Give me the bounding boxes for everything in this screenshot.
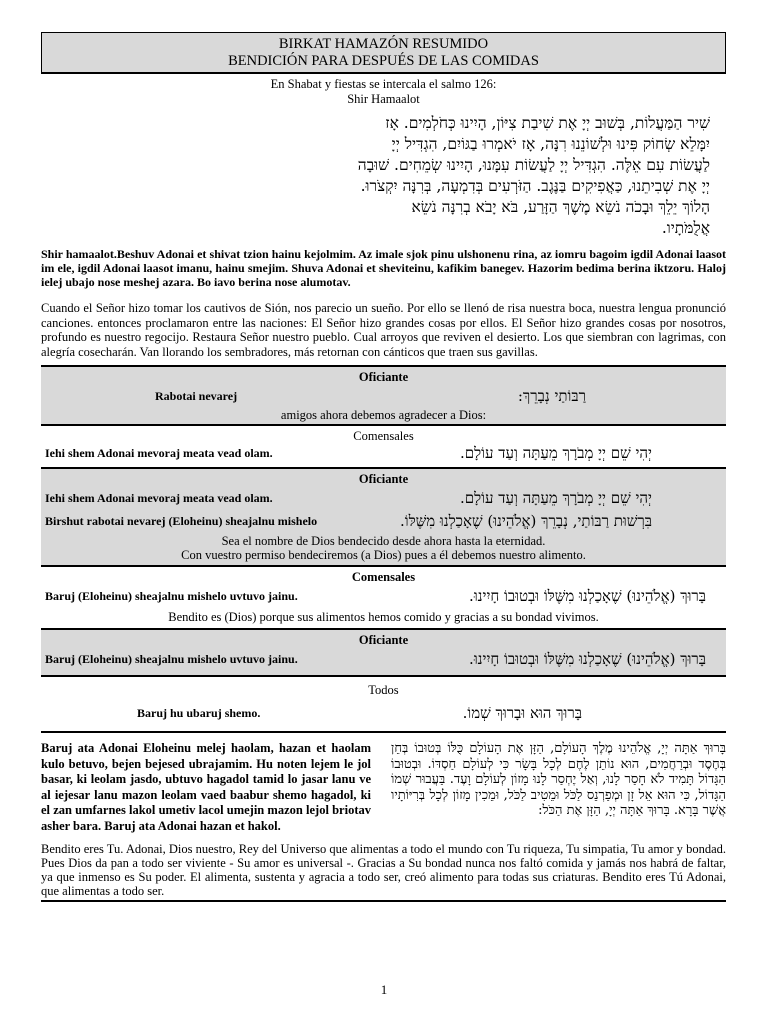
section-title: Oficiante: [358, 472, 409, 486]
transliteration: Iehi shem Adonai mevoraj meata vead olam.: [45, 446, 273, 460]
transliteration: Baruj (Eloheinu) sheajalnu mishelo uvtuvo jainu.: [45, 652, 298, 666]
translation-note: amigos ahora debemos agradecer a Dios:: [280, 408, 487, 422]
section-comensales-2: [41, 565, 726, 628]
section-oficiante-1: [41, 365, 726, 424]
psalm-hebrew-line: יִמָּלֵא שְׂחוֹק פִּינוּ וּלְשׁוֹנֵנוּ רִנָּה, אָז יֹאמְרוּ בַגּוֹיִם, הִגְדִּיל יְיָ: [391, 135, 710, 153]
hebrew-text: יְהִי שֵׁם יְיָ מְבֹרָךְ מֵעַתָּה וְעַד עוֹלָם.: [460, 444, 652, 462]
title-line-1: BIRKAT HAMAZÓN RESUMIDO: [278, 36, 489, 52]
psalm-hebrew-line: אֲלֻמֹּתָיו.: [661, 219, 710, 237]
section-todos: [41, 675, 726, 733]
hebrew-text: בָּרוּךְ (אֱלֹהֵינוּ) שֶׁאָכַלְנוּ מִשֶּׁלּוֹ וּבְטוּבוֹ חָיִינוּ.: [469, 587, 706, 605]
transliteration: Baruj hu ubaruj shemo.: [137, 706, 261, 720]
psalm-hebrew-line: יְיָ אֶת שְׁבִיתֵנוּ, כַּאֲפִיקִים בַּנֶּגֶב. הַזֹּרְעִים בְּדִמְעָה, בְּרִנָּה יִקְצֹרוּ.: [360, 177, 710, 195]
psalm-transliteration: Shir hamaalot.Beshuv Adonai et shivat tzion hainu kejolmim. Az imale sjok pinu ulshonenu rina, az iomru bagoim igdil Adonai laasot im ele, igdil Adonai laasot imanu, hainu smejim. Shuva Adonai et sheviteinu, kafikim banegev. Hazorim bedima berina iktzoru. Haloj ielej ubajo nose meshej azara. Bo iavo berina nose alumotav.: [41, 247, 726, 289]
section-comensales-1: [41, 424, 726, 467]
hebrew-text: בָּרוּךְ (אֱלֹהֵינוּ) שֶׁאָכַלְנוּ מִשֶּׁלּוֹ וּבְטוּבוֹ חָיִינוּ.: [469, 650, 706, 668]
psalm-hebrew-line: הָלוֹךְ יֵלֵךְ וּבָכֹה נֹשֵׂא מֶשֶׁךְ הַזָּרַע, בֹּא יָבֹא בְרִנָּה נֹשֵׂא: [411, 198, 710, 216]
transliteration: Rabotai nevarej: [155, 389, 238, 403]
psalm-translation: Cuando el Señor hizo tomar los cautivos de Sión, nos parecio un sueño. Por ello se llenó de risa nuestra boca, nuestra lengua pronunció canciones. entonces proclamaron entre las naciones: El Señor hizo grandes cosas por ellos. El Señor hizo grandes cosas por nosotros, profundo es nuestro regocijo. Restaura Señor nuestro pueblo. Cual arroyos que reviven el desierto. Los que siembran con lagrimas, con alegría cosecharán. Van llorando los sembradores, más retornan con cánticos que traen sus gavillas.: [41, 301, 726, 359]
psalm-heading: Shir Hamaalot: [347, 92, 420, 106]
psalm-note: En Shabat y fiestas se intercala el salmo 126:: [270, 77, 497, 91]
section-title: Comensales: [351, 570, 416, 584]
section-oficiante-3: [41, 628, 726, 675]
blessing-translation: Bendito eres Tu. Adonai, Dios nuestro, Rey del Universo que alimentas a todo el mundo con Tu riqueza, Tu simpatia, Tu amor y bondad. Pues Dios da pan a todo ser viviente - Su amor es universal -. Gracias a Su bondad nunca nos faltó comida y jamás nos habrá de faltar, ya que inmenso es Su poder. El alimenta, sustenta y agracia a todo ser, creó alimento para todas sus criaturas. Bendito eres Tú Adonai, que alimentas a todo ser.: [41, 842, 726, 898]
title-line-2: BENDICIÓN PARA DESPUÉS DE LAS COMIDAS: [228, 53, 539, 69]
translation-note: Bendito es (Dios) porque sus alimentos hemos comido y gracias a su bondad vivimos.: [168, 610, 599, 624]
translation-note: Con vuestro permiso bendeciremos (a Dios) pues a él debemos nuestro alimento.: [181, 548, 586, 562]
hebrew-text: יְהִי שֵׁם יְיָ מְבֹרָךְ מֵעַתָּה וְעַד עוֹלָם.: [460, 489, 652, 507]
hebrew-text: בִּרְשׁוּת רַבּוֹתַי, נְבָרֵךְ (אֱלֹהֵינוּ) שֶׁאָכַלְנוּ מִשֶּׁלּוֹ.: [400, 512, 652, 530]
blessing-hebrew: בָּרוּךְ אַתָּה יְיָ, אֱלֹהֵינוּ מֶלֶךְ הָעוֹלָם, הַזָּן אֶת הָעוֹלָם כֻּלּוֹ בְּטוּבוֹ בְּחֵן בְּחֶסֶד וּבְרַחֲמִים, הוּא נוֹתֵן לֶחֶם לְכָל בָּשָׂר כִּי לְעוֹלָם חַסְדּוֹ. וּבְטוּבוֹ הַגָּדוֹל תָּמִיד לֹא חָסַר לָנוּ, וְאַל יֶחְסַר לָנוּ מָזוֹן לְעוֹלָם וָעֶד. בַּעֲבוּר שְׁמוֹ הַגָּדוֹל, כִּי הוּא אֵל זָן וּמְפַרְנֵס לַכֹּל וּמֵטִיב לַכֹּל, וּמֵכִין מָזוֹן לְכָל בְּרִיּוֹתָיו אֲשֶׁר בָּרָא. בָּרוּךְ אַתָּה יְיָ, הַזָּן אֶת הַכֹּל:: [391, 741, 726, 818]
psalm-hebrew: [41, 113, 726, 239]
section-title: Oficiante: [358, 633, 409, 647]
page-number: 1: [380, 982, 388, 997]
section-title: Todos: [368, 683, 399, 697]
section-title: Comensales: [353, 429, 414, 443]
document-page: [41, 32, 726, 902]
transliteration: Iehi shem Adonai mevoraj meata vead olam.: [45, 491, 273, 505]
psalm-hebrew-line: לַעֲשׂוֹת עִם אֵלֶּה. הִגְדִּיל יְיָ לַעֲשׂוֹת עִמָּנוּ, הָיִינוּ שְׂמֵחִים. שׁוּבָה: [357, 156, 710, 174]
section-title: Oficiante: [358, 370, 409, 384]
hebrew-text: רַבּוֹתַי נְבָרֵךְ:: [517, 387, 586, 405]
section-blessing: [41, 741, 726, 902]
hebrew-text: בָּרוּךְ הוּא וּבָרוּךְ שְׁמוֹ.: [462, 704, 582, 722]
psalm-hebrew-line: שִׁיר הַמַּעֲלוֹת, בְּשׁוּב יְיָ אֶת שִׁיבַת צִיּוֹן, הָיִינוּ כְּחֹלְמִים. אָז: [385, 114, 710, 132]
translation-note: Sea el nombre de Dios bendecido desde ahora hasta la eternidad.: [221, 534, 546, 548]
blessing-transliteration: Baruj ata Adonai Eloheinu melej haolam, hazan et haolam kulo betuvo, bejen bejesed ubrajamim. Hu noten lejem le jol basar, ki leolam jasdo, ubtuvo hagadol tamid lo jasar lanu ve al iejesar lanu mazon leolam vaed baabur shemo hagadol, ki el zan umfarnes lakol umetiv lacol umejin mazon lejol briotav asher bara. Baruj ata Adonai hazan et hakol.: [41, 741, 371, 833]
transliteration: Birshut rabotai nevarej (Eloheinu) sheajalnu mishelo: [45, 514, 318, 528]
title-box: [41, 32, 726, 74]
transliteration: Baruj (Eloheinu) sheajalnu mishelo uvtuvo jainu.: [45, 589, 298, 603]
section-oficiante-2: [41, 467, 726, 565]
